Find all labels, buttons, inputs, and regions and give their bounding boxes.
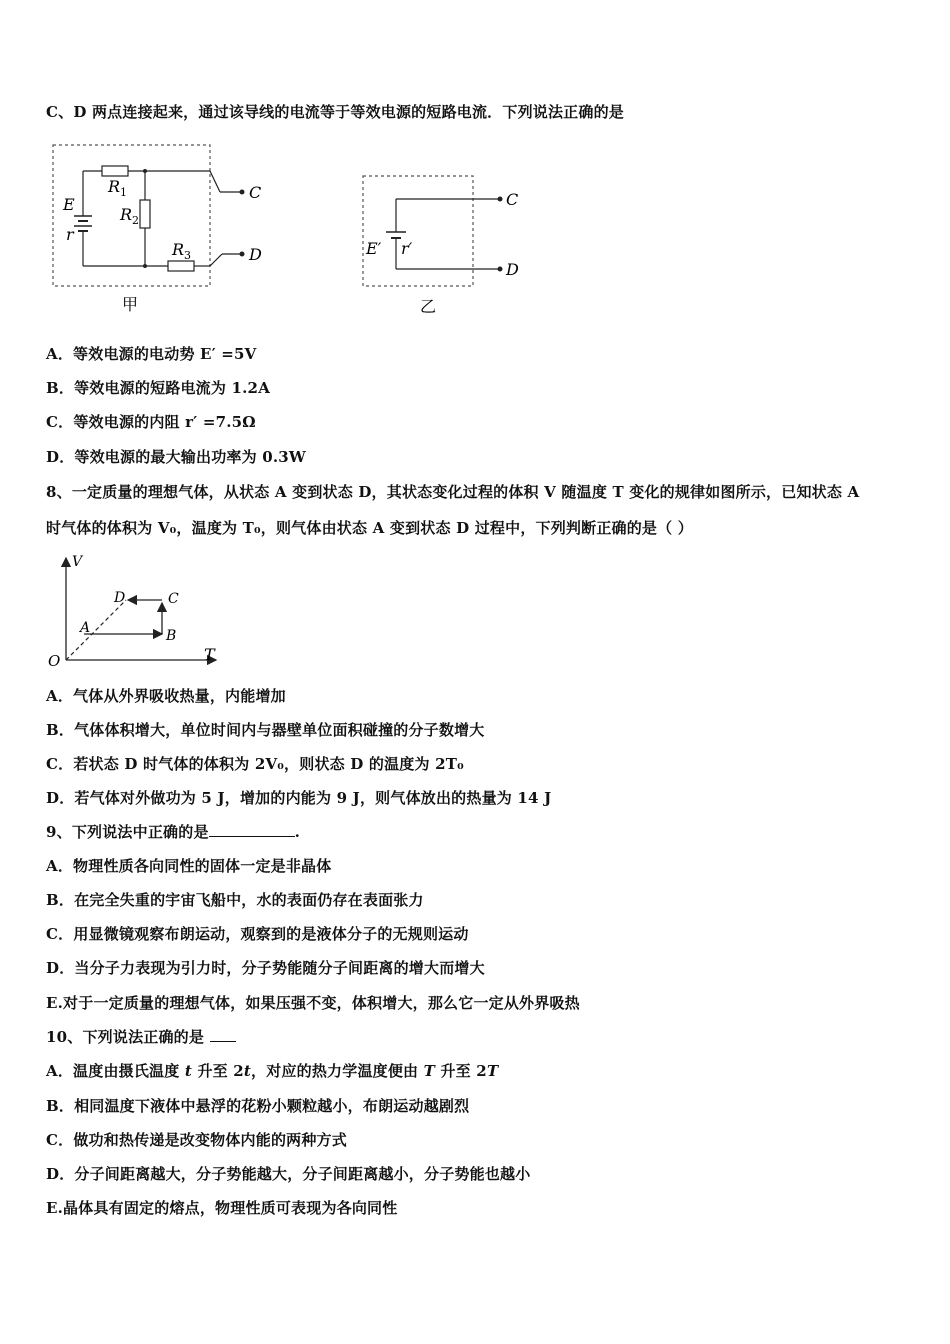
q7-option-c: C．等效电源的内阻 r′ =7.5Ω [46,413,256,431]
q7-option-b: B．等效电源的短路电流为 1.2A [46,379,271,397]
svg-text:R3: $R_3$ [172,240,192,262]
svg-text:r: r [66,225,74,244]
svg-text:C: C [249,183,262,202]
q9-option-c: C．用显微镜观察布朗运动，观察到的是液体分子的无规则运动 [46,925,469,943]
svg-text:D: D [249,245,262,264]
q9-option-d: D．当分子力表现为引力时，分子势能随分子间距离的增大而增大 [46,959,485,977]
q10-option-c: C．做功和热传递是改变物体内能的两种方式 [46,1131,347,1149]
terminal-c-left [240,190,245,195]
svg-text:O: O [48,652,61,670]
answer-blank [210,1027,236,1042]
q8-option-c: C．若状态 D 时气体的体积为 2V₀，则状态 D 的温度为 2T₀ [46,755,464,773]
svg-text:E: E [63,195,75,214]
resistor-r3 [168,261,194,271]
q8-option-d: D．若气体对外做功为 5 J，增加的内能为 9 J，则气体放出的热量为 14 J [46,789,552,807]
svg-text:r′: r′ [401,239,413,258]
svg-text:C: C [168,591,179,607]
svg-text:E′: E′ [366,239,382,258]
q7-option-d: D．等效电源的最大输出功率为 0.3W [46,448,306,466]
q8-option-a: A．气体从外界吸收热量，内能增加 [46,687,286,705]
svg-text:D: D [506,260,519,279]
terminal-c-right [498,197,503,202]
resistor-r1 [102,166,128,176]
q7-intro: C、D 两点连接起来，通过该导线的电流等于等效电源的短路电流．下列说法正确的是 [46,103,624,121]
svg-text:C: C [506,190,519,209]
fig-right-caption: 乙 [420,297,437,316]
q9-option-a: A．物理性质各向同性的固体一定是非晶体 [46,857,332,875]
vt-graph [44,552,234,672]
q9-stem: 9、下列说法中正确的是 . [46,823,301,841]
terminal-d-left [240,252,245,257]
resistor-r2 [140,200,150,228]
q10-option-b: B．相同温度下液体中悬浮的花粉小颗粒越小，布朗运动越剧烈 [46,1097,470,1115]
q8-stem-line2: 时气体的体积为 V₀，温度为 T₀，则气体由状态 A 变到状态 D 过程中，下列判断正确的是（ ） [46,519,693,537]
fig-left-caption: 甲 [122,295,139,314]
q8-option-b: B．气体体积增大，单位时间内与器壁单位面积碰撞的分子数增大 [46,721,485,739]
q9-option-b: B．在完全失重的宇宙飞船中，水的表面仍存在表面张力 [46,891,424,909]
q7-option-a: A．等效电源的电动势 E′ =5V [46,345,257,363]
svg-text:V: V [72,554,83,570]
svg-text:D: D [114,590,126,606]
q10-option-d: D．分子间距离越大，分子势能越大，分子间距离越小，分子势能也越小 [46,1165,531,1183]
q10-option-e: E.晶体具有固定的熔点，物理性质可表现为各向同性 [46,1199,398,1217]
q10-option-a: A．温度由摄氏温度 t 升至 2t，对应的热力学温度便由 T 升至 2T [46,1062,499,1080]
svg-text:R2: $R_2$ [120,205,140,227]
svg-text:A: A [80,620,91,636]
q10-stem: 10、下列说法正确的是 [46,1027,236,1047]
svg-text:B: B [166,628,177,644]
svg-text:R1: $R_1$ [108,177,128,199]
svg-text:T: T [204,645,215,664]
terminal-d-right [498,267,503,272]
q8-stem-line1: 8、一定质量的理想气体，从状态 A 变到状态 D，其状态变化过程的体积 V 随温度 T 变化的规律如图所示，已知状态 A [46,483,860,501]
circuit-figure-right [358,170,538,320]
circuit-figure-left [50,140,280,320]
q9-option-e: E.对于一定质量的理想气体，如果压强不变，体积增大，那么它一定从外界吸热 [46,994,580,1012]
answer-blank [209,822,295,837]
